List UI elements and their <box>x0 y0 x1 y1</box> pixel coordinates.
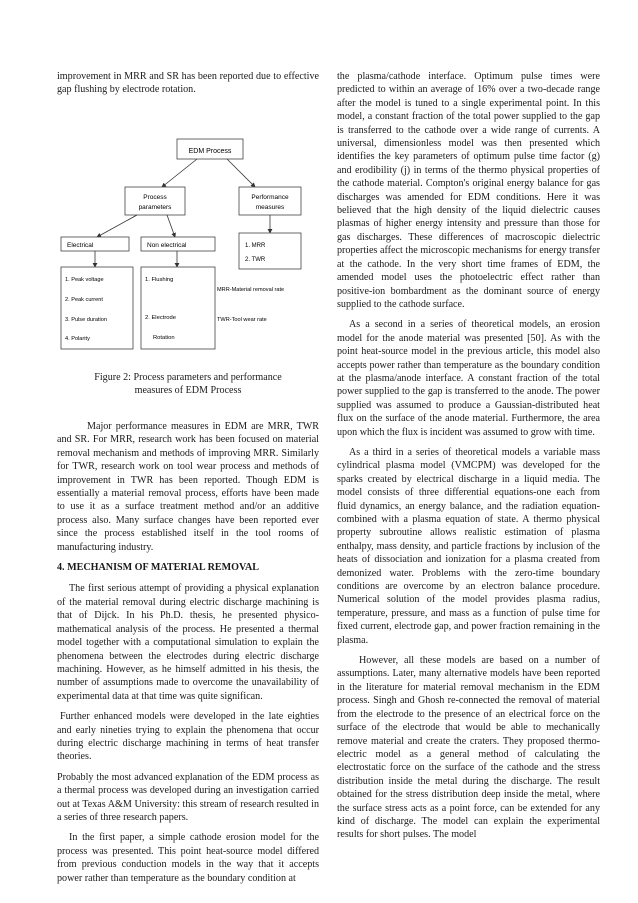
left-column <box>57 70 319 892</box>
electrical-label: Electrical <box>67 241 94 249</box>
figure-edm-process <box>57 105 319 361</box>
arrow-edm-to-params <box>162 159 197 187</box>
performance-measures-label-1: Performance <box>251 193 289 201</box>
perf-item-twr: 2. TWR <box>245 256 266 263</box>
figure-caption <box>63 371 313 398</box>
nonelec-item-flushing: 1. Flushing <box>145 276 174 283</box>
edm-process-label: EDM Process <box>188 147 232 155</box>
section-heading-mechanism: 4. MECHANISM OF MATERIAL REMOVAL <box>57 562 259 574</box>
non-electrical-label: Non electrical <box>147 241 187 249</box>
elec-item-peak-voltage: 1. Peak voltage <box>65 276 104 283</box>
figure-caption-line-2: measures of EDM Process <box>134 385 242 397</box>
elec-item-pulse-duration: 3. Pulse duration <box>65 316 107 323</box>
paragraph-probably: Probably the most advanced explanation of the EDM process as a thermal process was developed during an investigation carried out at Texas A&M University: this stream of research resulted in a series of three research papers. <box>57 771 319 823</box>
process-parameters-label-1: Process <box>143 193 167 201</box>
performance-measures-label-2: measures <box>255 203 285 211</box>
figure-caption-line-1: Figure 2: Process parameters and performance <box>94 371 282 383</box>
arrow-params-to-electrical <box>97 215 137 237</box>
figure-diagram <box>57 105 319 361</box>
process-parameters-label-2: parameters <box>138 203 172 211</box>
perf-item-mrr: 1. MRR <box>245 242 266 249</box>
paragraph-in-the-first-paper: In the first paper, a simple cathode erosion model for the process was presented. This point heat-source model differed from previous conduction models in the way that it accepts power rather than temperature as the boundary condition at <box>57 832 319 884</box>
performance-list-box <box>239 233 301 269</box>
paragraph-third-model: As a third in a series of theoretical models a variable mass cylindrical plasma model (VMCPM) was developed for the sparks created by electrical discharge in a liquid media. The model consists of three differential equations-one each from fluid dynamics, an energy balance, and the radiation equation-combined with a plasma equation of state. A thermo physical property subroutine allows realistic estimation of plasma enthalpy, mass density, and particle fractions by inclusion of the heats of dissociation and ionization for a plasma created from demonized water. Problems with the zero-time boundary conditions are overcome by an electron balance procedure. Numerical solution of the model provides plasma radius, temperature, pressure, and mass as a function of pulse time for fixed current, electrode gap, and power fraction remaining in the plasma. <box>337 446 600 646</box>
right-column <box>337 70 600 849</box>
elec-item-peak-current: 2. Peak current <box>65 296 103 303</box>
twr-definition: TWR-Tool wear rate <box>217 316 267 323</box>
paragraph-however: However, all these models are based on a number of assumptions. Later, many alternative models have been reported in the literature for material removal mechanism in the EDM process. Singh and Ghosh re-connected the removal of material from the electrode to the presence of an electrical force on the surface of the electrode that would be able to mechanically remove material and create the craters. They proposed thermo-electric model as a general method of calculating the electrostatic force on the surface of the cathode and the stress distribution inside the metal during the discharge. The result obtained for the stress distribution deep inside the metal, where the surface stress acts as a point force, can be extended for any kind of discharge. The model can explain the experimental results for short pulses. The model <box>337 655 600 841</box>
nonelec-item-rotation: Rotation <box>153 334 175 341</box>
paragraph-further-models: Further enhanced models were developed in the late eighties and early nineties trying to explain the phenomena that occur during electric discharge machining in terms of heat transfer theories. <box>57 711 319 763</box>
arrow-params-to-nonelectrical <box>167 215 175 237</box>
paragraph-second-model: As a second in a series of theoretical models, an erosion model for the anode material was presented [50]. As with the point heat-source model in the previous article, this model also accepts power rather than temperature as the boundary condition at the plasma/anode interface. A constant fraction of the total power supplied to the gap is transferred to the anode. The power supplied was assumed to produce a Gaussian-distributed heat flux on the surface of the anode material. Furthermore, the area upon which the flux is incident was assumed to grow with time. <box>337 319 600 438</box>
paragraph-first-attempt: The first serious attempt of providing a physical explanation of the material removal during electric discharge machining is that of Dijck. In his Ph.D. thesis, he presented physico- mathematical analysis of the process. He presented a thermal model together with a computational simulation to explain the phenomena between the electrodes during electric discharge machining. However, as he himself admitted in his thesis, the number of assumptions made to overcome the unavailability of experimental data at that time was quite significan. <box>57 583 319 702</box>
paragraph-major-performance: Major performance measures in EDM are MRR, TWR and SR. For MRR, research work has been focused on material removal mechanism and methods of improving MRR. Similarly for TWR, research work on tool wear process and methods of improvement in TWR has been reported. Though EDM is essentially a material removal process, efforts have been made to use it as a surface treatment method and/or an additive process also. Many surface changes have been reported ever since the process established itself in the tool rooms of manufacturing industry. <box>57 421 319 553</box>
paragraph-intro: improvement in MRR and SR has been reported due to effective gap flushing by electrode rotation. <box>57 71 319 96</box>
elec-item-polarity: 4. Polarity <box>65 335 90 342</box>
paragraph-cathode-continued: the plasma/cathode interface. Optimum pulse times were predicted to within an average of 16% over a two-decade range after the model is tuned to a single experimental point. In this model, a constant fraction of the total power supplied to the gap is transferred to the cathode over a wide range of currents. A universal, dimensionless model was then presented which identifies the key parameters of optimum pulse time factor (g) and erodibility (j) in terms of the thermo physical properties of the cathode material. Compton's original energy balance for gas discharges was amended for EDM conditions. Here it was believed that the high density of the liquid dielectric causes plasmas of higher energy intensity and pressure than those for gas discharges. These differences of macroscopic dielectric properties affect the microscopic mechanisms for energy transfer at the cathode. In the very short time frames of EDM, the amended model uses the photoelectric effect rather than positive-ion bombardment as the dominant source of energy supplied to the cathode surface. <box>337 71 600 310</box>
arrow-edm-to-performance <box>227 159 255 187</box>
nonelec-item-electrode: 2. Electrode <box>145 314 176 321</box>
mrr-definition: MRR-Material removal rate <box>217 286 285 293</box>
